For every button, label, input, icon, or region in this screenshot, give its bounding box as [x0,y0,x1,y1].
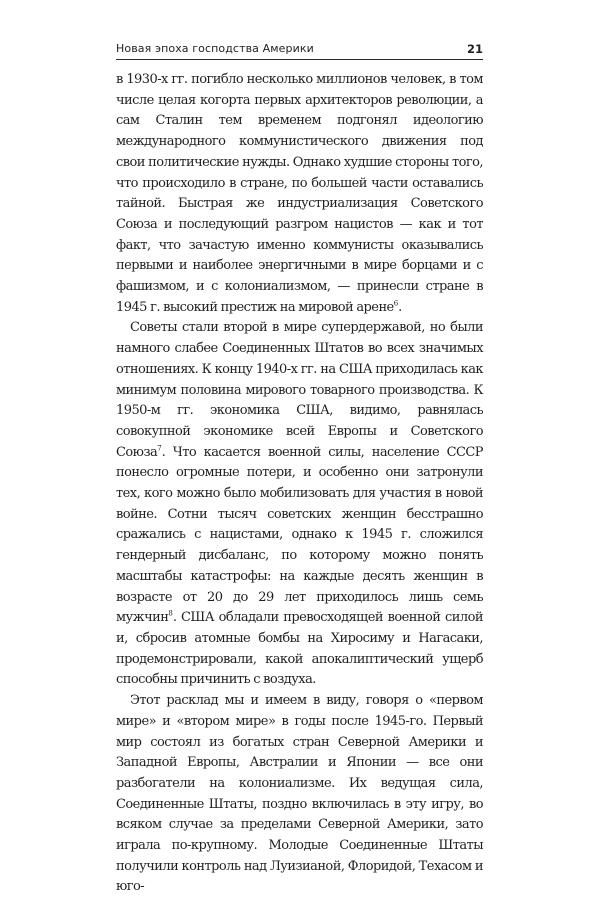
paragraph-2-text-1: Советы стали второй в мире супердержавой, но были намного слабее Соединенных Штатов во всех значимых отношениях. К концу 1940-х гг. на США приходилась как минимум половина мирового товарного производства. К 1950-м гг. экономика США, видимо, равнялась совокупной экономике всей Европы и Советского Союза [116,320,483,460]
running-head [116,38,483,56]
paragraph-2 [116,318,483,691]
body-text [116,70,483,898]
paragraph-1: в 1930-х гг. погибло несколько миллионов человек, в том числе целая когорта первых архитекторов революции, а сам Сталин тем временем подгонял идеологию международного коммунистического движения под свои политические нужды. Однако худшие стороны того, что происходило в стране, по большей части оставались тайной. Быстрая же индустриализация Советского Союза и последующий разгром нацистов — как и тот факт, что зачастую именно коммунисты оказывались первыми и наиболее энергичными в мире борцами и с фашизмом, и с колониализмом, — принесли стране в 1945 г. высокий престиж на мировой арене$^6$. [116,72,483,315]
running-title: Новая эпоха господства Америки [116,42,314,55]
paragraph-3 [116,691,483,898]
footnote-ref-7: 7 [157,444,162,453]
footnote-ref-8: 8 [168,609,173,618]
paragraph-2-text-2: . Что касается военной силы, население СССР понесло огромные потери, и особенно они затронули тех, кого можно было мобилизовать для участия в новой войне. Сотни тысяч советских женщин бесстрашно сражались с нацистами, однако к 1945 г. сложился гендерный дисбаланс, по которому можно понять масштабы катастрофы: на каждые десять женщин в возрасте от 20 до 29 лет приходилось лишь семь мужчин [116,444,483,626]
paragraph-3-text: Этот расклад мы и имеем в виду, говоря о «первом мире» и «втором мире» в годы после 1945-го. Первый мир состоял из богатых стран Северной Америки и Западной Европы, Австралии и Японии — все они разбогатели на колониализме. Их ведущая сила, Соединенные Штаты, поздно включилась в эту игру, во всяком случае за пределами Северной Америки, зато играла по-крупному. Молодые Соединенные Штаты получили контроль над Луизианой, Флоридой, Техасом и юго- [116,693,483,895]
header-rule [116,59,483,60]
paragraph-2-text-3: . США обладали превосходящей военной силой и, сбросив атомные бомбы на Хиросиму и Нагасаки, продемонстрировали, какой апокалиптический ущерб способны причинить с воздуха. [116,610,483,688]
paragraph-1-text: в 1930-х гг. погибло несколько миллионов человек, в том числе целая когорта первых архитекторов революции, а сам Сталин тем временем подгонял идеологию международного коммунистического движения под свои политические нужды. Однако худшие стороны того, что происходило в стране, по большей части оставались тайной. Быстрая же индустриализация Советского Союза и последующий разгром нацистов — как и тот факт, что зачастую именно коммунисты оказывались первыми и наиболее энергичными в мире борцами и с фашизмом, и с колониализмом, — принесли стране в 1945 г. высокий престиж на мировой арене [116,72,483,315]
page-number: 21 [466,42,483,56]
footnote-ref-6: 6 [393,299,399,308]
